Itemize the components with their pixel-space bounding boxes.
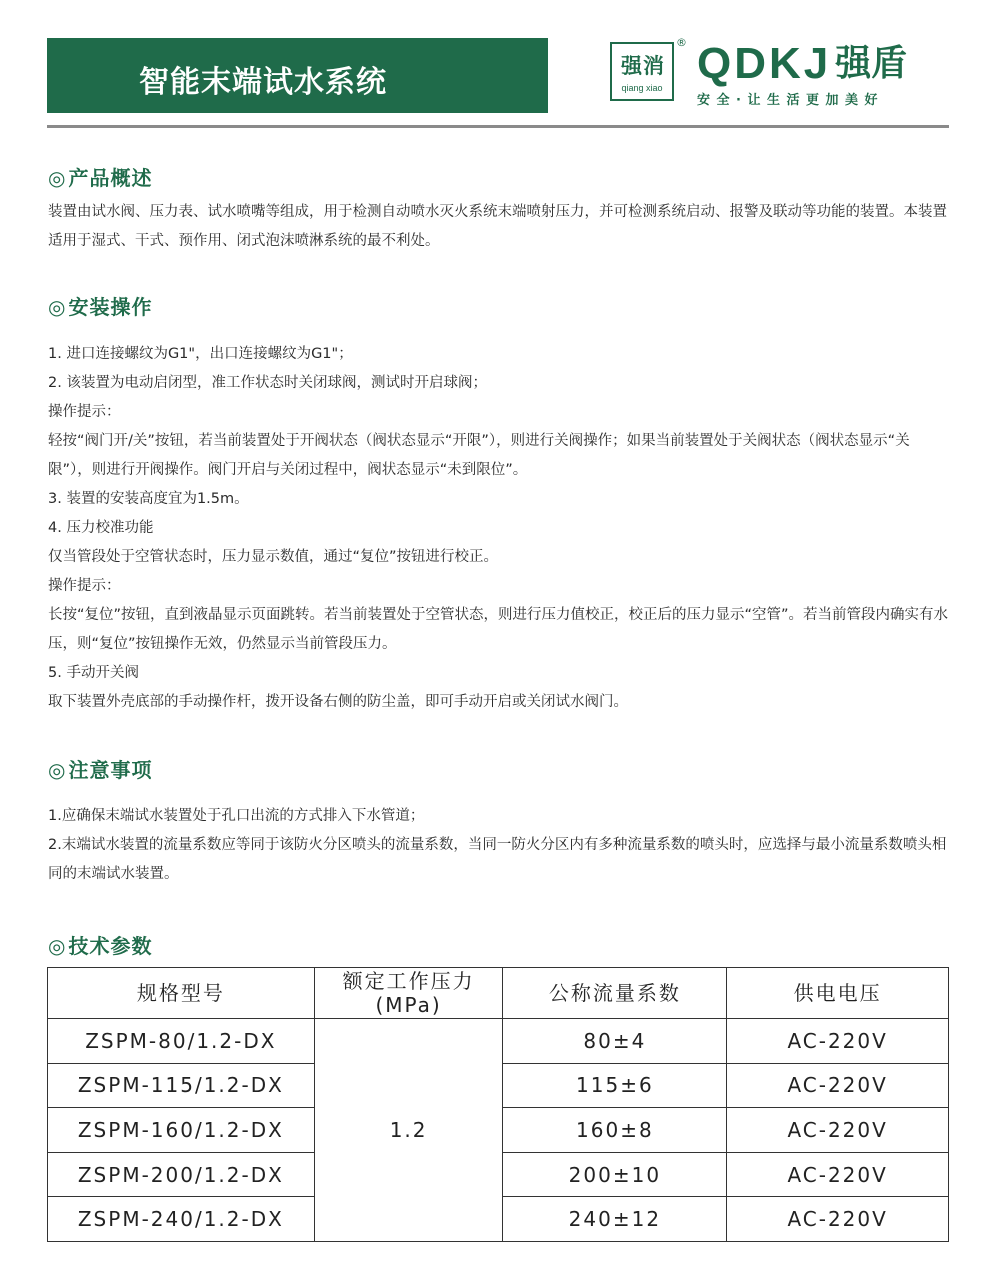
cell-model: ZSPM-240/1.2-DX [48, 1197, 315, 1242]
cell-flow: 160±8 [503, 1108, 727, 1153]
cell-voltage: AC-220V [727, 1019, 949, 1064]
header-flow: 公称流量系数 [503, 968, 727, 1019]
install-line: 操作提示： [48, 578, 121, 594]
cell-model: ZSPM-200/1.2-DX [48, 1152, 315, 1197]
section-specs-title: 技术参数 [68, 934, 153, 958]
brand-latin-text: QDKJ [697, 39, 832, 88]
qiangxiao-logo [610, 42, 674, 101]
section-notes-title: 注意事项 [68, 758, 153, 782]
header-model: 规格型号 [48, 968, 315, 1019]
install-line: 4. 压力校准功能 [48, 520, 154, 536]
table-row [48, 1019, 949, 1064]
cell-model: ZSPM-115/1.2-DX [48, 1063, 315, 1108]
section-overview-title: 产品概述 [68, 166, 153, 190]
header-voltage: 供电电压 [727, 968, 949, 1019]
install-line: 操作提示： [48, 404, 121, 420]
logo-cn-text: 强消 [621, 54, 665, 78]
install-line: 取下装置外壳底部的手动操作杆，拨开设备右侧的防尘盖，即可手动开启或关闭试水阀门。 [48, 694, 628, 710]
install-line: 2. 该装置为电动启闭型，准工作状态时关闭球阀，测试时开启球阀； [48, 375, 487, 391]
section-bullet-icon: ◎ [48, 166, 67, 190]
section-specs-heading [48, 930, 152, 959]
notes-text-block [48, 802, 950, 889]
header-pressure [314, 968, 503, 1019]
brand-slogan: 安全·让生活更加美好 [697, 93, 884, 108]
install-line: 仅当管段处于空管状态时，压力显示数值，通过“复位”按钮进行校正。 [48, 549, 499, 565]
section-install-heading [48, 291, 152, 320]
install-line: 3. 装置的安装高度宜为1.5m。 [48, 491, 249, 507]
header-pressure-label: 额定工作压力 [342, 969, 475, 993]
registered-mark: ® [676, 36, 687, 49]
header-divider [47, 125, 949, 128]
cell-flow: 80±4 [503, 1019, 727, 1064]
page-title: 智能末端试水系统 [139, 65, 387, 100]
overview-paragraph: 装置由试水阀、压力表、试水喷嘴等组成，用于检测自动喷水灭火系统末端喷射压力，并可检测系统启动、报警及联动等功能的装置。本装置适用于湿式、干式、预作用、闭式泡沫喷淋系统的最不利处。 [48, 204, 947, 249]
section-bullet-icon: ◎ [48, 758, 67, 782]
brand-cn-text: 强盾 [835, 43, 908, 84]
section-install-title: 安装操作 [68, 295, 153, 319]
cell-model: ZSPM-80/1.2-DX [48, 1019, 315, 1064]
cell-pressure: 1.2 [314, 1019, 503, 1242]
install-line: 1. 进口连接螺纹为G1"，出口连接螺纹为G1"； [48, 346, 353, 362]
cell-flow: 240±12 [503, 1197, 727, 1242]
title-banner [47, 38, 548, 113]
header-pressure-unit: (MPa) [375, 993, 442, 1017]
install-line: 5. 手动开关阀 [48, 665, 139, 681]
section-overview-heading [48, 162, 152, 191]
install-line: 长按“复位”按钮，直到液晶显示页面跳转。若当前装置处于空管状态，则进行压力值校正，校正后的压力显示“空管”。若当前管段内确实有水压，则“复位”按钮操作无效，仍然显示当前管段压力。 [48, 607, 949, 652]
table-header-row [48, 968, 949, 1019]
cell-voltage: AC-220V [727, 1108, 949, 1153]
install-text-block [48, 340, 950, 717]
install-line: 轻按“阀门开/关”按钮，若当前装置处于开阀状态（阀状态显示“开限”），则进行关阀操作；如果当前装置处于关阀状态（阀状态显示“关限”），则进行开阀操作。阀门开启与关闭过程中，阀状态显示“未到限位”。 [48, 433, 910, 478]
brand-logo [697, 39, 908, 88]
cell-model: ZSPM-160/1.2-DX [48, 1108, 315, 1153]
cell-flow: 200±10 [503, 1152, 727, 1197]
cell-voltage: AC-220V [727, 1197, 949, 1242]
section-bullet-icon: ◎ [48, 295, 67, 319]
notes-line: 1.应确保末端试水装置处于孔口出流的方式排入下水管道； [48, 808, 425, 824]
logo-pinyin-text: qiang xiao [621, 83, 663, 93]
spec-table [47, 967, 949, 1242]
overview-text-block [48, 198, 950, 256]
notes-line: 2.末端试水装置的流量系数应等同于该防火分区喷头的流量系数，当同一防火分区内有多种流量系数的喷头时，应选择与最小流量系数喷头相同的末端试水装置。 [48, 837, 947, 882]
cell-flow: 115±6 [503, 1063, 727, 1108]
cell-voltage: AC-220V [727, 1063, 949, 1108]
section-bullet-icon: ◎ [48, 934, 67, 958]
section-notes-heading [48, 754, 152, 783]
cell-voltage: AC-220V [727, 1152, 949, 1197]
